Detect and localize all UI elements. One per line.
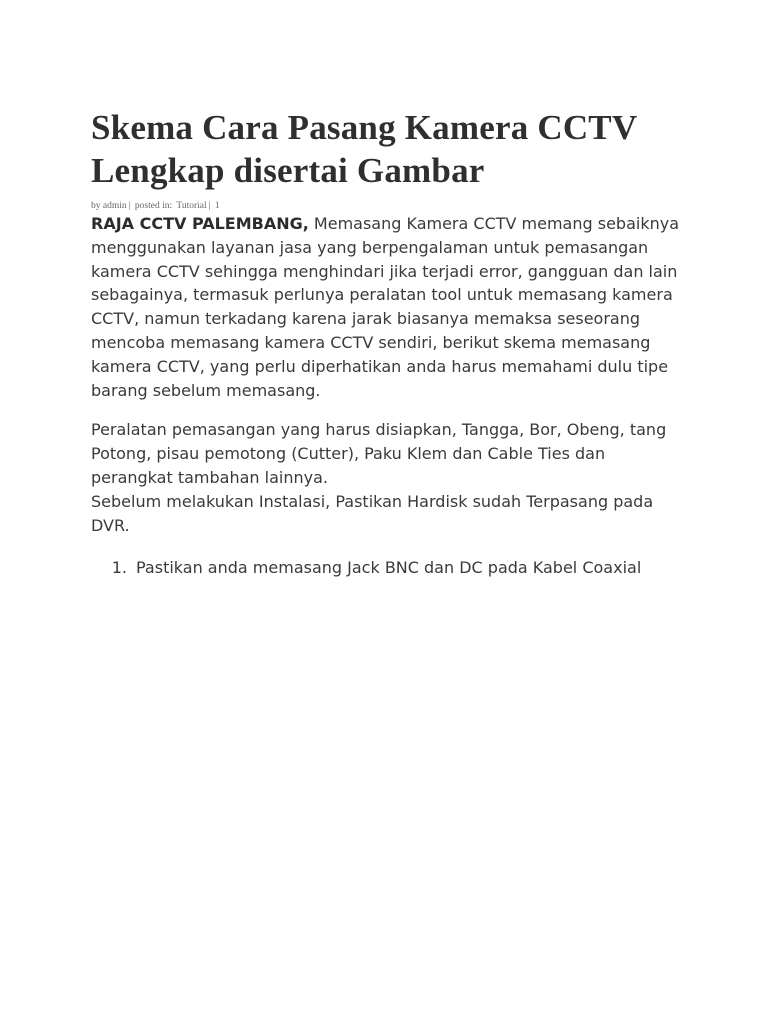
tools-text: Peralatan pemasangan yang harus disiapkan, Tangga, Bor, Obeng, tang Potong, pisau pemotong (Cutter), Paku Klem dan Cable Ties dan perangkat tambahan lainnya.	[91, 420, 667, 487]
step-text: Pastikan anda memasang Jack BNC dan DC pada Kabel Coaxial	[136, 558, 642, 578]
author-link[interactable]: by admin	[91, 201, 127, 211]
comment-count-link[interactable]: 1	[214, 201, 220, 211]
intro-text: Memasang Kamera CCTV memang sebaiknya menggunakan layanan jasa yang berpengalaman untuk pemasangan kamera CCTV sehingga menghindari jika terjadi error, gangguan dan lain sebagainya, termasuk perlunya peralatan tool untuk memasang kamera CCTV, namun terkadang karena jarak biasanya memaksa seseorang mencoba memasang kamera CCTV sendiri, berikut skema memasang kamera CCTV, yang perlu diperhatikan anda harus memahami dulu tipe barang sebelum memasang.	[91, 214, 680, 400]
post-meta	[91, 200, 691, 212]
posted-in-label: posted in:	[134, 201, 173, 211]
meta-separator: |	[208, 201, 211, 211]
tools-paragraph	[91, 418, 691, 537]
hdd-text: Sebelum melakukan Instalasi, Pastikan Hardisk sudah Terpasang pada DVR.	[91, 491, 654, 535]
category-link[interactable]: Tutorial	[176, 201, 207, 211]
article	[91, 98, 691, 580]
article-body	[91, 212, 691, 580]
list-item	[91, 556, 691, 580]
intro-paragraph	[91, 212, 691, 402]
meta-separator: |	[128, 201, 131, 211]
step-number: 1.	[111, 558, 127, 578]
intro-bold-text: RAJA CCTV PALEMBANG,	[91, 214, 309, 233]
article-title: Skema Cara Pasang Kamera CCTV Lengkap disertai Gambar	[91, 108, 637, 190]
steps-list	[91, 556, 691, 580]
